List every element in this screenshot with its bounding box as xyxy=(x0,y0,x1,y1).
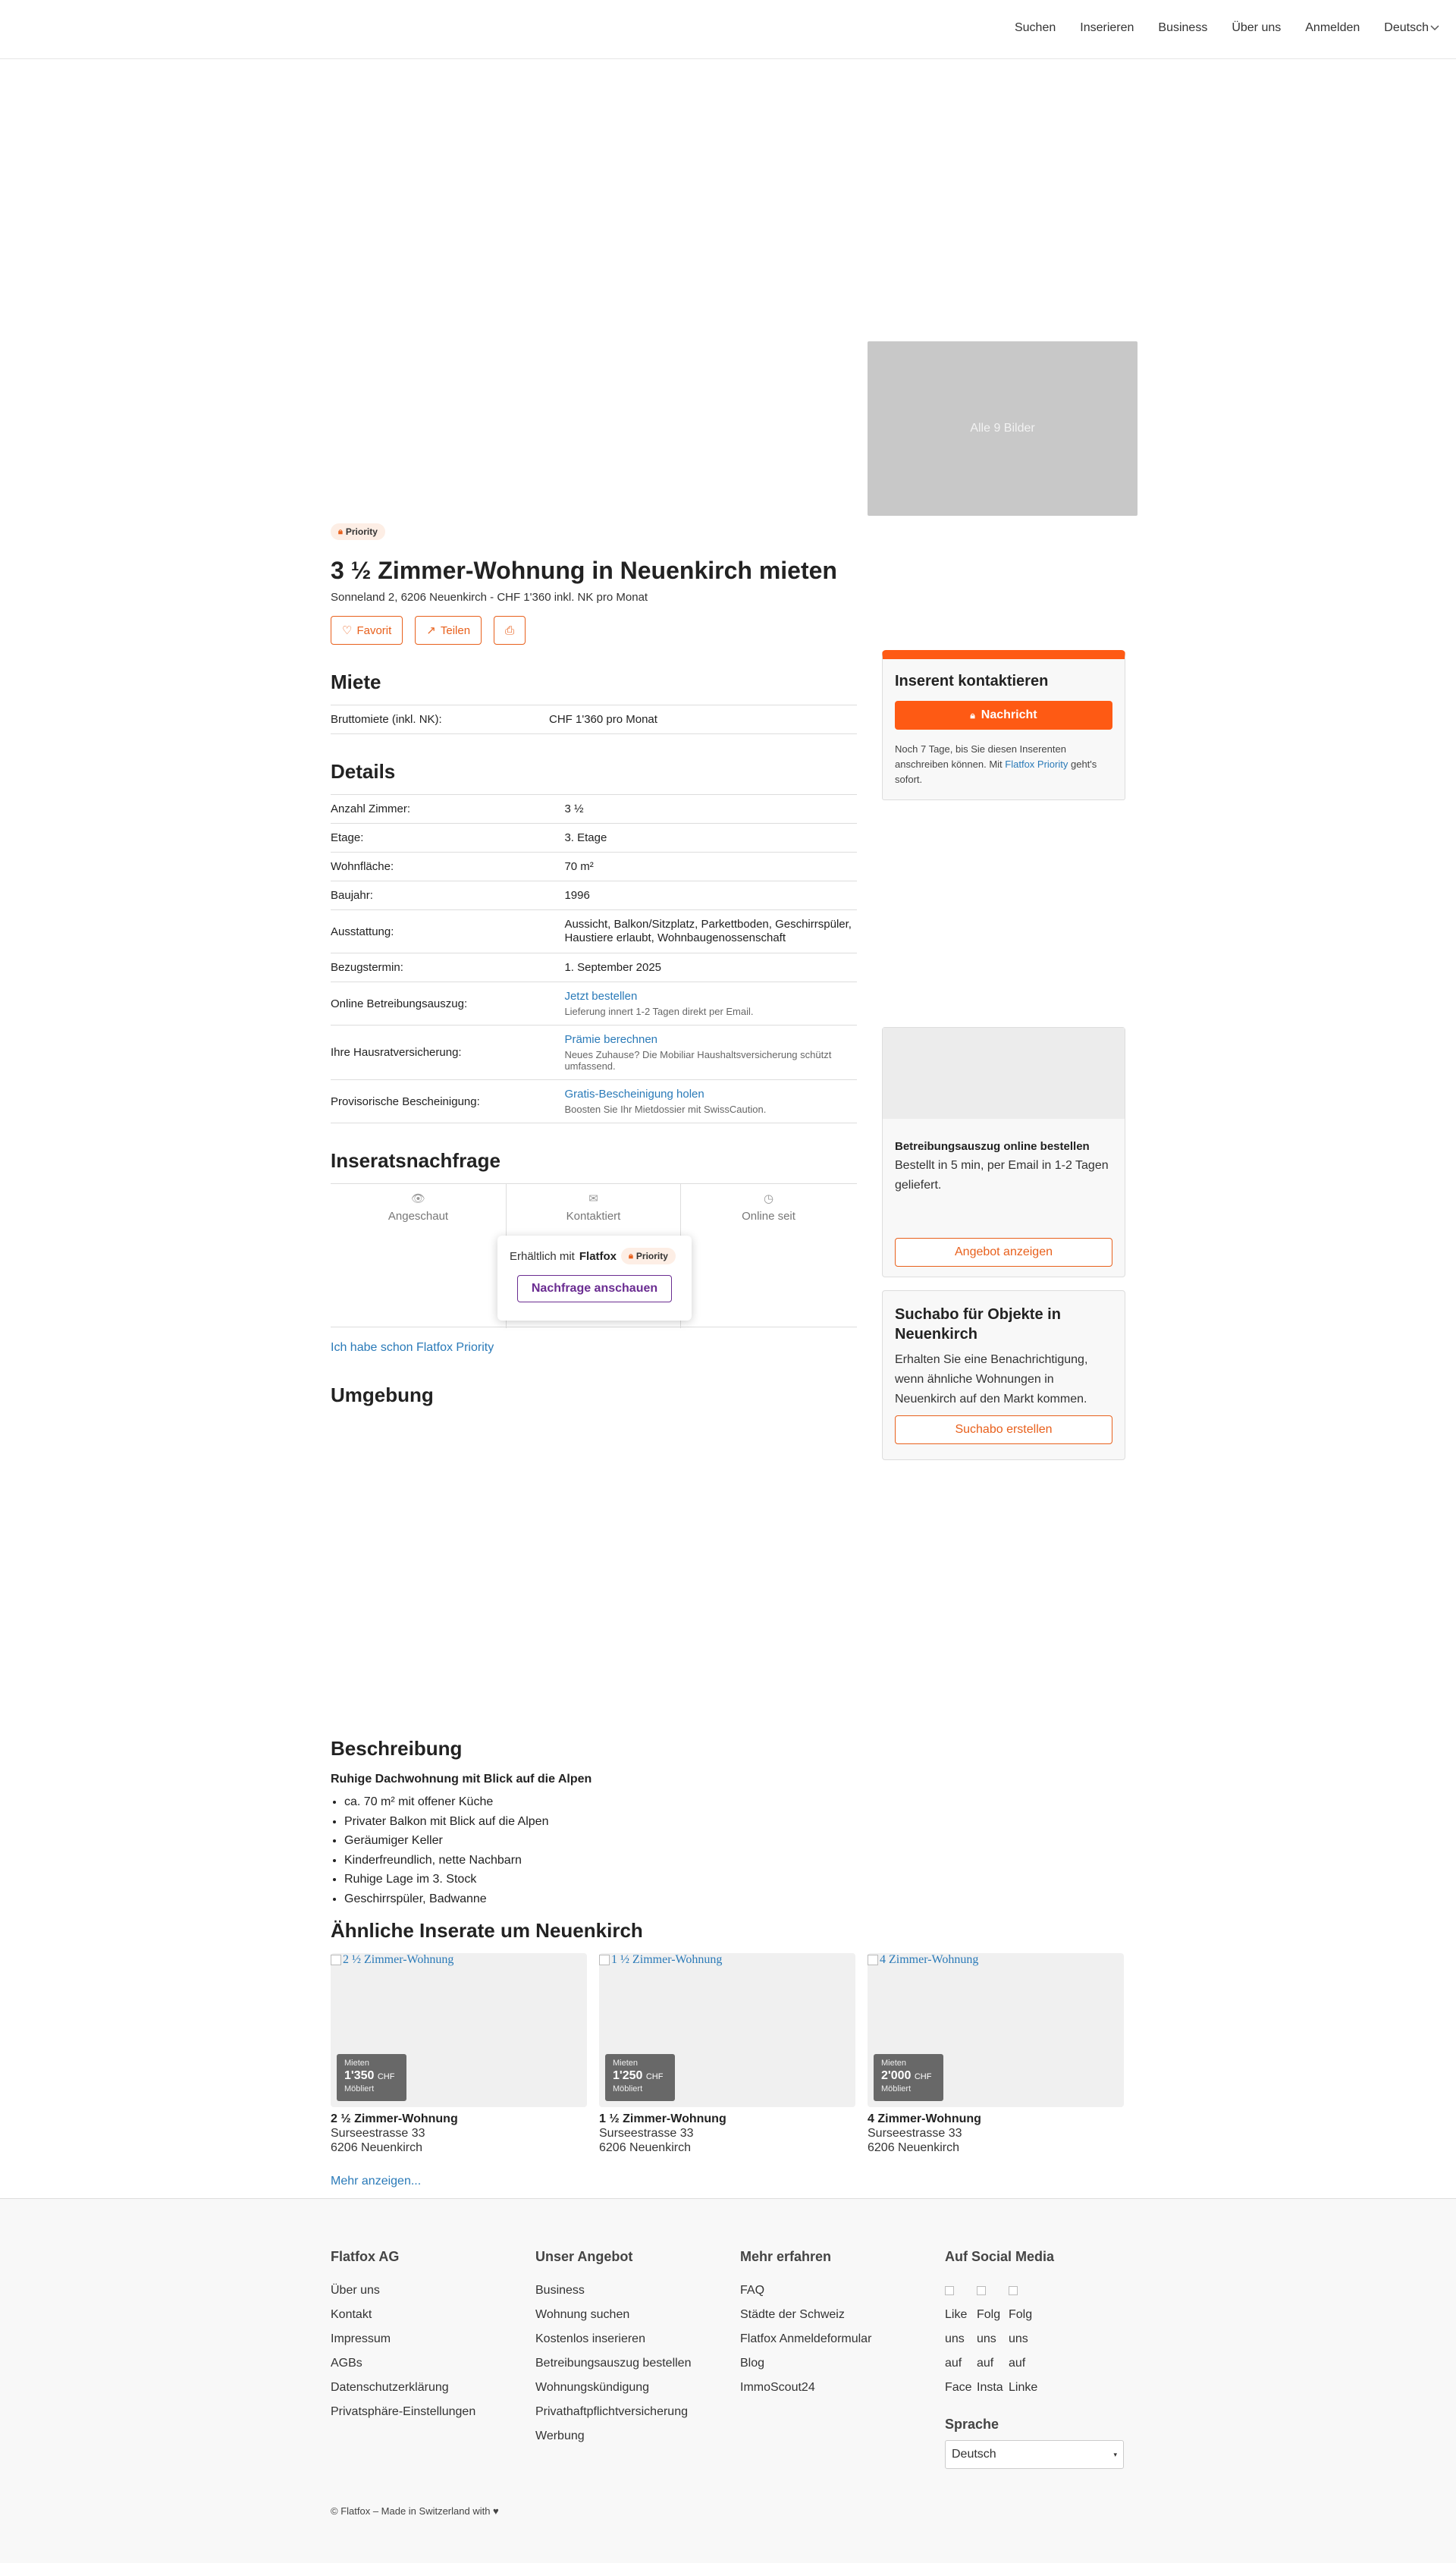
footer-link[interactable]: Business xyxy=(535,2284,585,2297)
listing-card-title: 2 ½ Zimmer-Wohnung xyxy=(331,2112,458,2125)
description-list xyxy=(331,1792,1127,1908)
detail-key: Anzahl Zimmer: xyxy=(331,795,564,824)
popup-line xyxy=(510,1248,679,1264)
broken-image-icon xyxy=(1009,2286,1018,2295)
footer-link[interactable]: Städte der Schweiz xyxy=(740,2308,845,2321)
description-subtitle: Ruhige Dachwohnung mit Blick auf die Alpen xyxy=(331,1773,592,1786)
social-alt-text: Folg xyxy=(977,2308,1001,2321)
clock-icon: ◷ xyxy=(763,1192,774,1205)
footer-link[interactable]: Wohnung suchen xyxy=(535,2308,630,2321)
footer-heading: Flatfox AG xyxy=(331,2249,400,2264)
language-switch[interactable] xyxy=(1384,21,1439,35)
table-row xyxy=(331,853,857,881)
demand-stats xyxy=(331,1183,857,1327)
rent-table xyxy=(331,705,857,734)
all-images-label: Alle 9 Bilder xyxy=(970,422,1035,435)
search-alert-text: Erhalten Sie eine Benachrichtigung, wenn ähnliche Wohnungen in Neuenkirch auf den Markt kommen. xyxy=(895,1353,1088,1406)
search-alert-box xyxy=(882,1290,1125,1460)
share-button[interactable] xyxy=(415,616,482,645)
detail-sub: Lieferung innert 1-2 Tagen direkt per Email. xyxy=(564,1006,754,1017)
ad-image xyxy=(883,1028,1125,1119)
favorite-label: Favorit xyxy=(356,623,392,637)
footer-col-offer xyxy=(535,2249,691,2448)
language-label: Deutsch xyxy=(1384,21,1429,34)
social-alt-text: Face xyxy=(945,2381,972,2394)
detail-value xyxy=(564,1026,857,1080)
social-alt-text: Folg xyxy=(1009,2308,1033,2321)
detail-value: 3 ½ xyxy=(564,795,857,824)
listing-card[interactable] xyxy=(599,1953,855,2155)
show-more-link[interactable]: Mehr anzeigen... xyxy=(331,2175,422,2188)
detail-value: Aussicht, Balkon/Sitzplatz, Parkettboden, Geschirrspüler, Haustiere erlaubt, Wohnbaugenossenschaft xyxy=(564,910,857,953)
detail-sub: Boosten Sie Ihr Mietdossier mit SwissCaution. xyxy=(564,1104,767,1115)
detail-key: Ihre Hausratversicherung: xyxy=(331,1026,564,1080)
detail-value: 1. September 2025 xyxy=(564,953,857,982)
social-alt-text: Like xyxy=(945,2308,968,2321)
have-priority-link[interactable]: Ich habe schon Flatfox Priority xyxy=(331,1341,494,1354)
footer-col-learn xyxy=(740,2249,871,2400)
table-row xyxy=(331,881,857,910)
similar-heading: Ähnliche Inserate um Neuenkirch xyxy=(331,1919,643,1942)
detail-key: Etage: xyxy=(331,824,564,853)
priority-badge-label: Priority xyxy=(635,1251,668,1261)
instagram-link[interactable] xyxy=(977,2279,1003,2400)
stat-label: Angeschaut xyxy=(388,1210,449,1223)
footer-heading: Auf Social Media xyxy=(945,2249,1055,2264)
list-item: • Geräumiger Keller xyxy=(344,1831,1127,1851)
language-select[interactable] xyxy=(945,2440,1124,2469)
contact-note xyxy=(895,742,1112,787)
main-nav xyxy=(990,21,1439,35)
priority-badge xyxy=(621,1248,676,1264)
detail-value xyxy=(564,982,857,1026)
certificate-link[interactable]: Gratis-Bescheinigung holen xyxy=(564,1088,704,1101)
price-amount: 1'350 xyxy=(344,2069,375,2082)
listing-card-title: 1 ½ Zimmer-Wohnung xyxy=(599,2112,726,2125)
footer-link[interactable]: Privathaftpflichtversicherung xyxy=(535,2405,688,2418)
footer-link[interactable]: Impressum xyxy=(331,2332,391,2345)
image-gallery xyxy=(331,341,1138,516)
details-table xyxy=(331,794,857,1123)
list-item: • Ruhige Lage im 3. Stock xyxy=(344,1870,1127,1889)
priority-popup xyxy=(497,1236,692,1321)
detail-value: 1996 xyxy=(564,881,857,910)
table-row xyxy=(331,910,857,953)
listing-card-image[interactable] xyxy=(599,1953,855,2107)
flatfox-priority-link[interactable]: Flatfox Priority xyxy=(1005,759,1068,770)
priority-badge xyxy=(331,523,385,540)
stat-label: Kontaktiert xyxy=(566,1210,621,1223)
all-images-button[interactable] xyxy=(868,341,1138,516)
top-bar xyxy=(0,0,1456,59)
social-alt-text: uns xyxy=(977,2332,996,2345)
footer-link[interactable]: Datenschutzerklärung xyxy=(331,2381,449,2394)
footer-link[interactable]: Kostenlos inserieren xyxy=(535,2332,645,2345)
detail-sub: Neues Zuhause? Die Mobiliar Haushaltsversicherung schützt umfassend. xyxy=(564,1049,832,1072)
social-alt-text: Insta xyxy=(977,2381,1003,2394)
footer-link[interactable]: AGBs xyxy=(331,2357,362,2370)
broken-image-icon xyxy=(331,1955,341,1965)
select-arrows-icon: ▾ xyxy=(1113,2450,1117,2458)
description-heading: Beschreibung xyxy=(331,1737,463,1760)
footer-link[interactable]: Wohnungskündigung xyxy=(535,2381,650,2394)
stat-online-since xyxy=(681,1184,856,1230)
footer-link[interactable]: Werbung xyxy=(535,2430,585,2442)
listing-card-title: 4 Zimmer-Wohnung xyxy=(868,2112,981,2125)
copyright: © Flatfox – Made in Switzerland with ♥ xyxy=(331,2505,499,2517)
nav-business[interactable]: Business xyxy=(1158,21,1208,34)
furnished-label: Möbliert xyxy=(344,2084,375,2093)
list-item: • Kinderfreundlich, nette Nachbarn xyxy=(344,1851,1127,1870)
price-amount: 1'250 xyxy=(613,2069,643,2082)
details-heading: Details xyxy=(331,760,396,783)
stat-viewed xyxy=(331,1184,506,1230)
broken-image-icon xyxy=(599,1955,610,1965)
listing-card-city: 6206 Neuenkirch xyxy=(331,2141,422,2154)
listing-card-city: 6206 Neuenkirch xyxy=(868,2141,959,2154)
contact-heading: Inserent kontaktieren xyxy=(895,673,1049,689)
footer-heading: Sprache xyxy=(945,2417,999,2432)
eye-icon: 👁︎ xyxy=(410,1192,426,1205)
footer-link[interactable]: Kontakt xyxy=(331,2308,372,2321)
order-debt-extract-link[interactable]: Jetzt bestellen xyxy=(564,990,638,1003)
image-alt-text: 4 Zimmer-Wohnung xyxy=(880,1953,979,1966)
surroundings-map[interactable] xyxy=(331,1418,857,1691)
nav-ueber-uns[interactable]: Über uns xyxy=(1232,21,1282,34)
footer-heading: Mehr erfahren xyxy=(740,2249,832,2264)
detail-key: Ausstattung: xyxy=(331,910,564,953)
detail-key: Baujahr: xyxy=(331,881,564,910)
price-value xyxy=(613,2069,667,2083)
detail-key: Provisorische Bescheinigung: xyxy=(331,1080,564,1123)
price-label: Mieten xyxy=(344,2059,370,2068)
message-button[interactable] xyxy=(895,701,1112,730)
price-tag xyxy=(337,2054,406,2101)
linkedin-link[interactable] xyxy=(1009,2279,1038,2400)
furnished-label: Möbliert xyxy=(613,2084,643,2093)
broken-image-alt xyxy=(868,1953,978,1967)
listing-card-image[interactable] xyxy=(868,1953,1124,2107)
footer-link[interactable]: Blog xyxy=(740,2357,765,2370)
table-row xyxy=(331,1026,857,1080)
list-item: • Privater Balkon mit Blick auf die Alpen xyxy=(344,1812,1127,1832)
broken-image-alt xyxy=(599,1953,722,1967)
demand-heading: Inseratsnachfrage xyxy=(331,1149,500,1172)
message-button-label: Nachricht xyxy=(981,708,1037,721)
contact-note-after: geht's sofort. xyxy=(895,759,1097,785)
ad-body xyxy=(883,1119,1125,1267)
stat-label: Online seit xyxy=(742,1210,795,1223)
detail-value xyxy=(564,1080,857,1123)
envelope-icon: ✉ xyxy=(588,1192,598,1205)
detail-value: 3. Etage xyxy=(564,824,857,853)
view-demand-button[interactable]: Nachfrage anschauen xyxy=(517,1275,672,1302)
contact-box xyxy=(882,650,1125,800)
price-label: Mieten xyxy=(881,2059,907,2068)
price-tag xyxy=(605,2054,675,2101)
gallery-main-image[interactable] xyxy=(331,341,861,516)
ad-title: Betreibungsauszug online bestellen xyxy=(895,1140,1090,1153)
rent-value: CHF 1'360 pro Monat xyxy=(549,705,857,734)
insurance-premium-link[interactable]: Prämie berechnen xyxy=(564,1033,658,1046)
image-alt-text: 1 ½ Zimmer-Wohnung xyxy=(611,1953,723,1966)
rent-heading: Miete xyxy=(331,671,381,693)
share-label: Teilen xyxy=(440,623,471,637)
price-currency: CHF xyxy=(645,2072,664,2081)
price-amount: 2'000 xyxy=(881,2069,912,2082)
print-icon: ⎙ xyxy=(505,623,515,637)
create-search-alert-button[interactable]: Suchabo erstellen xyxy=(895,1415,1112,1444)
footer-link[interactable]: Betreibungsauszug bestellen xyxy=(535,2357,692,2370)
contact-note-before: Noch 7 Tage, bis Sie diesen Inserenten anschreiben können. Mit xyxy=(895,743,1066,770)
footer-link[interactable]: Privatsphäre-Einstellungen xyxy=(331,2405,476,2418)
chevron-down-icon xyxy=(1430,25,1439,31)
detail-key: Bezugstermin: xyxy=(331,953,564,982)
table-row xyxy=(331,824,857,853)
listing-main xyxy=(331,523,857,1691)
image-alt-text: 2 ½ Zimmer-Wohnung xyxy=(343,1953,454,1966)
furnished-label: Möbliert xyxy=(881,2084,912,2093)
heart-icon: ♡ xyxy=(342,624,353,637)
price-tag xyxy=(874,2054,943,2101)
price-value xyxy=(881,2069,936,2083)
facebook-link[interactable] xyxy=(945,2279,971,2400)
broken-image-icon xyxy=(868,1955,878,1965)
social-alt-text: uns xyxy=(1009,2332,1028,2345)
listing-subtitle: Sonneland 2, 6206 Neuenkirch - CHF 1'360 inkl. NK pro Monat xyxy=(331,591,648,604)
broken-image-alt xyxy=(331,1953,453,1967)
debt-extract-ad xyxy=(882,1027,1125,1277)
price-label: Mieten xyxy=(613,2059,639,2068)
social-alt-text: uns xyxy=(945,2332,965,2345)
listing-card-street: Surseestrasse 33 xyxy=(599,2127,694,2140)
table-row xyxy=(331,953,857,982)
detail-key: Wohnfläche: xyxy=(331,853,564,881)
nav-anmelden[interactable]: Anmelden xyxy=(1305,21,1360,34)
language-select-value: Deutsch xyxy=(952,2448,996,2461)
popup-brand: Flatfox xyxy=(579,1249,617,1263)
footer-link[interactable]: ImmoScout24 xyxy=(740,2381,815,2394)
description-section xyxy=(331,1737,1127,1908)
listing-card[interactable] xyxy=(868,1953,1124,2155)
list-item: • Geschirrspüler, Badwanne xyxy=(344,1889,1127,1909)
footer-heading: Unser Angebot xyxy=(535,2249,633,2264)
surroundings-heading: Umgebung xyxy=(331,1384,434,1406)
footer xyxy=(0,2198,1456,2563)
nav-inserieren[interactable]: Inserieren xyxy=(1080,21,1134,34)
social-alt-text: auf xyxy=(945,2357,962,2370)
popup-prefix: Erhältlich mit xyxy=(510,1249,575,1263)
footer-link[interactable]: FAQ xyxy=(740,2284,765,2297)
table-row xyxy=(331,705,857,734)
price-currency: CHF xyxy=(377,2072,395,2081)
listing-card-image[interactable] xyxy=(331,1953,587,2107)
table-row xyxy=(331,1080,857,1123)
social-alt-text: auf xyxy=(1009,2357,1026,2370)
ad-text: Bestellt in 5 min, per Email in 1-2 Tagen geliefert. xyxy=(895,1159,1109,1192)
footer-col-company xyxy=(331,2249,475,2424)
price-currency: CHF xyxy=(914,2072,932,2081)
table-row xyxy=(331,982,857,1026)
broken-image-icon xyxy=(945,2286,954,2295)
footer-link[interactable]: Flatfox Anmeldeformular xyxy=(740,2332,872,2345)
print-button[interactable] xyxy=(494,616,526,645)
social-alt-text: auf xyxy=(977,2357,994,2370)
table-row xyxy=(331,795,857,824)
footer-link[interactable]: Über uns xyxy=(331,2284,380,2297)
detail-value: 70 m² xyxy=(564,853,857,881)
social-links xyxy=(945,2279,1124,2400)
footer-col-social xyxy=(945,2249,1124,2469)
broken-image-icon xyxy=(977,2286,986,2295)
similar-cards xyxy=(331,1953,1125,2155)
lock-icon: 🔒︎ xyxy=(338,526,343,536)
lock-icon: 🔒︎ xyxy=(629,1251,633,1261)
favorite-button[interactable] xyxy=(331,616,403,645)
lock-icon: 🔒︎ xyxy=(970,709,975,721)
price-value xyxy=(344,2069,399,2083)
share-icon: ↗ xyxy=(426,624,436,637)
social-alt-text: Linke xyxy=(1009,2381,1038,2394)
listing-card[interactable] xyxy=(331,1953,587,2155)
search-alert-heading: Suchabo für Objekte in Neuenkirch xyxy=(895,1306,1061,1343)
similar-listings xyxy=(331,1919,1125,2188)
listing-card-city: 6206 Neuenkirch xyxy=(599,2141,691,2154)
nav-suchen[interactable]: Suchen xyxy=(1014,21,1056,34)
listing-card-street: Surseestrasse 33 xyxy=(868,2127,962,2140)
priority-badge-label: Priority xyxy=(345,526,378,537)
page-title: 3 ½ Zimmer-Wohnung in Neuenkirch mieten xyxy=(331,557,837,584)
detail-key: Online Betreibungsauszug: xyxy=(331,982,564,1026)
show-offer-button[interactable]: Angebot anzeigen xyxy=(895,1238,1112,1267)
listing-card-street: Surseestrasse 33 xyxy=(331,2127,425,2140)
list-item: • ca. 70 m² mit offener Küche xyxy=(344,1792,1127,1812)
rent-key: Bruttomiete (inkl. NK): xyxy=(331,705,549,734)
listing-actions xyxy=(331,616,857,645)
